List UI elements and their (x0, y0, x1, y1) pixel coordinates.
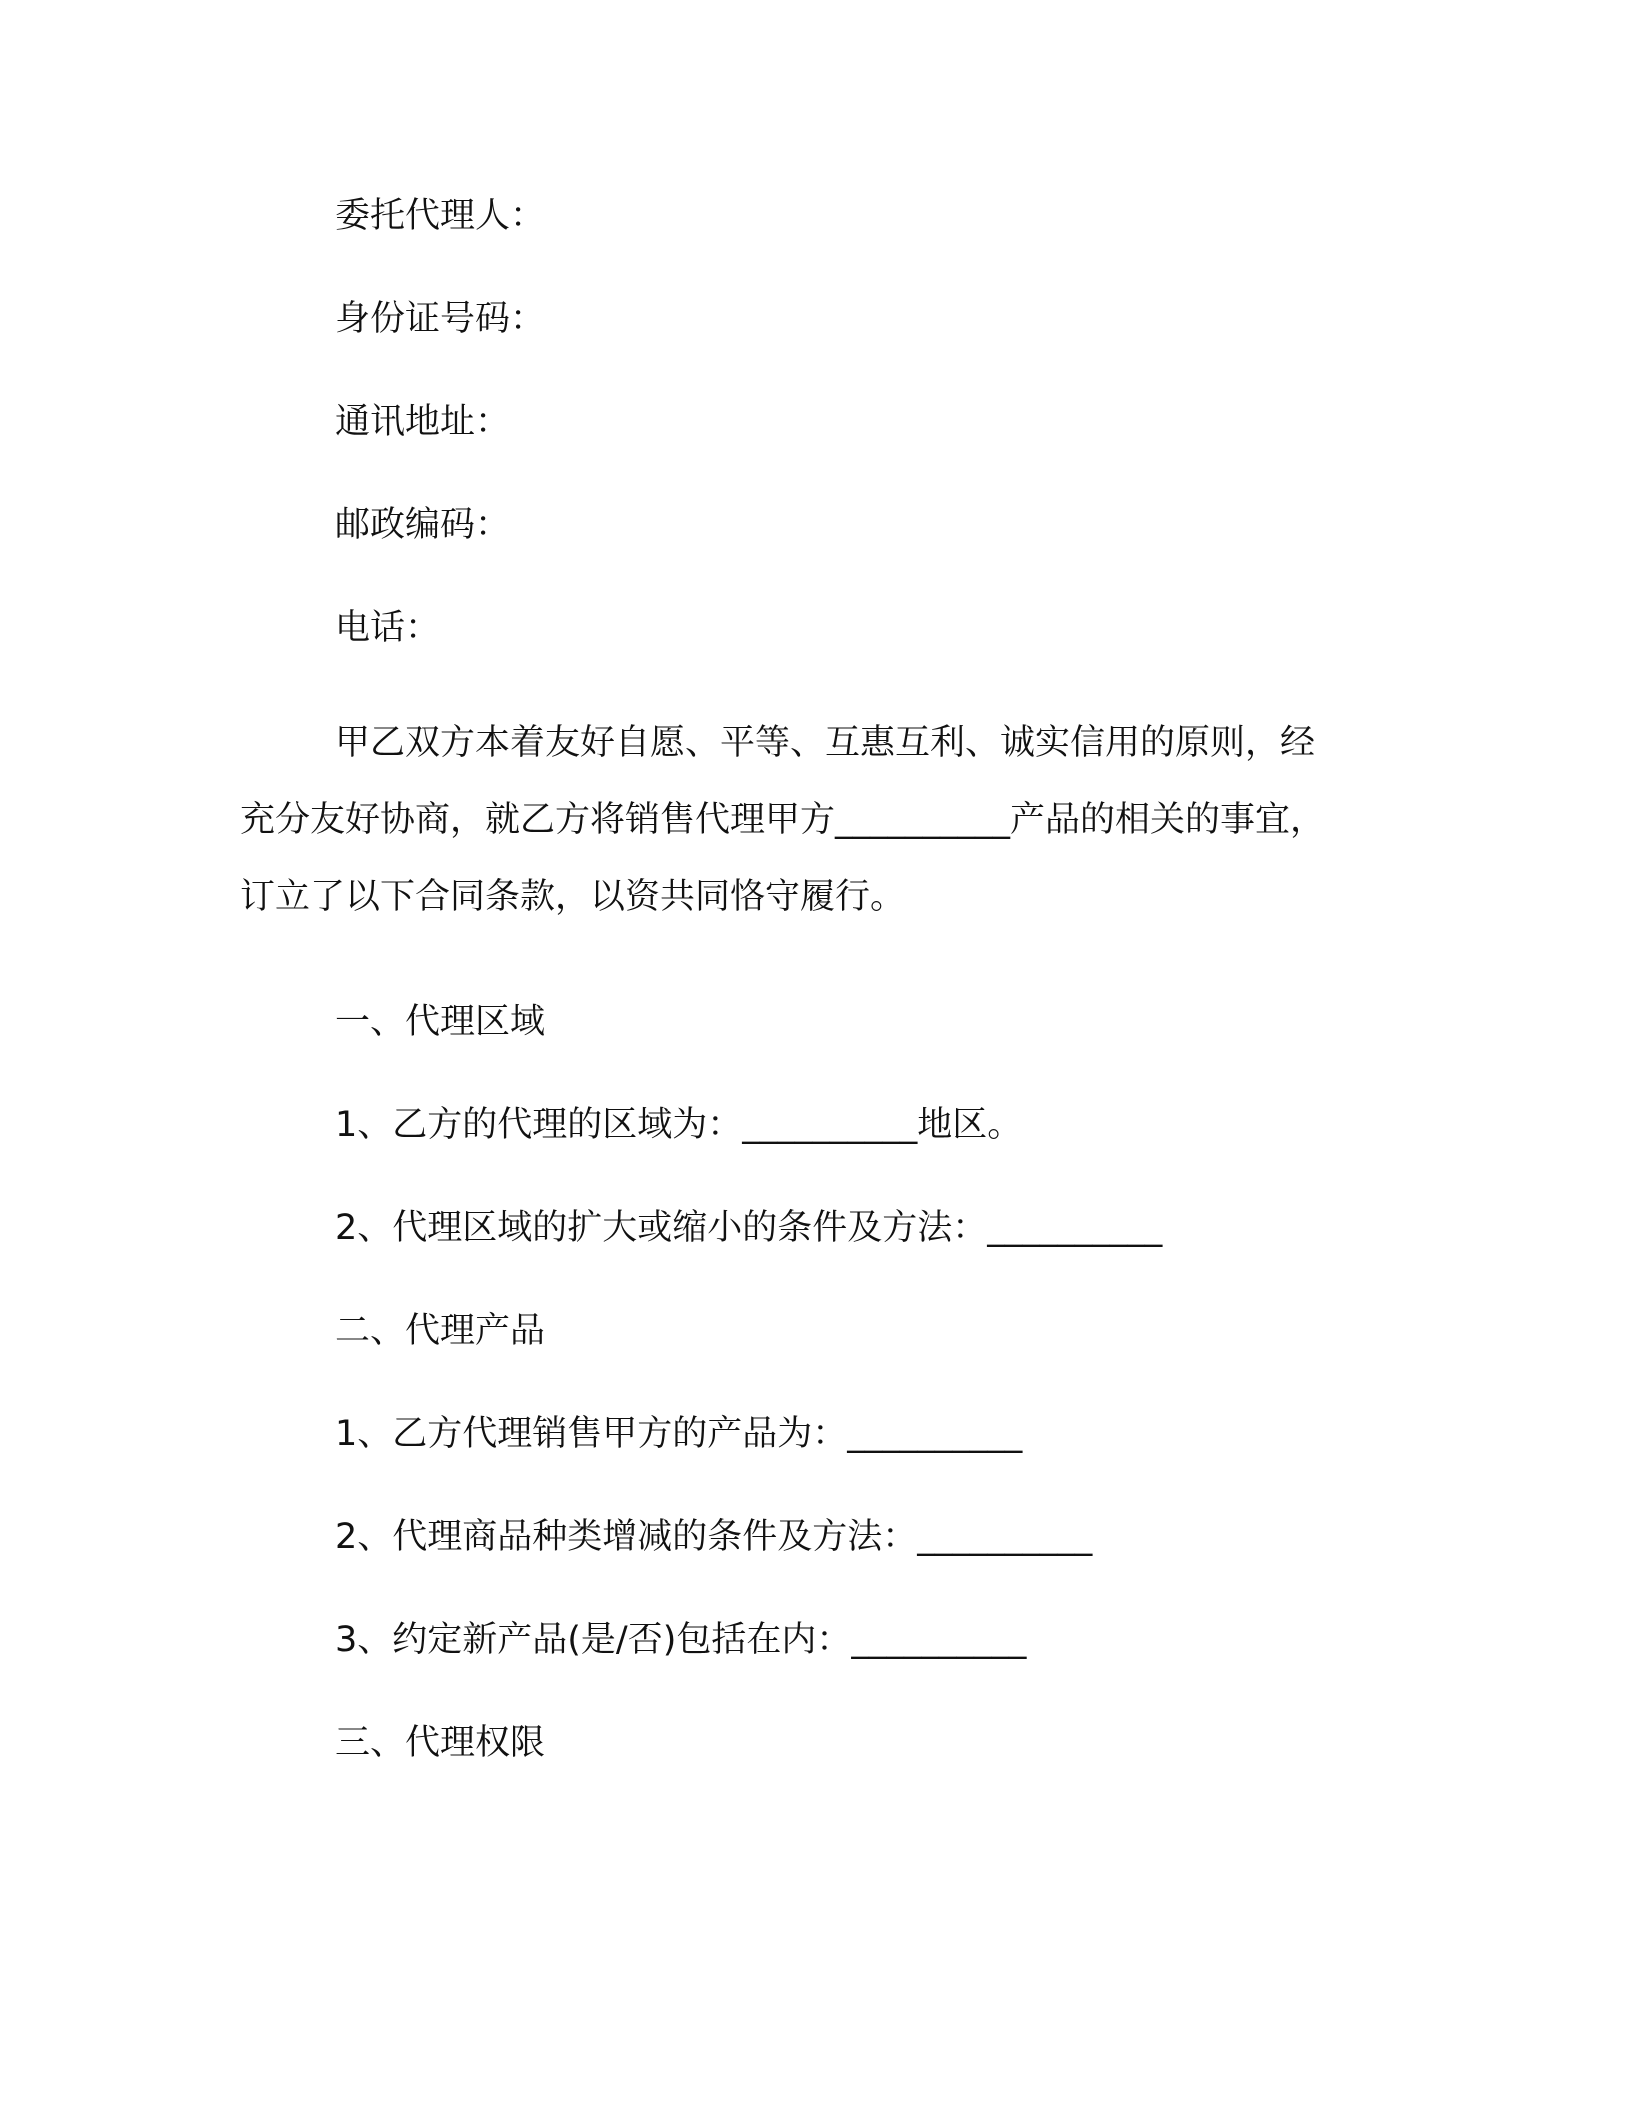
section-one-item-1-text: 1、乙方的代理的区域为：__________地区。 (335, 1105, 1023, 1145)
section-two-title: 二、代理产品 (335, 1311, 546, 1351)
field-id-number (240, 293, 1390, 345)
section-one-item-2-text: 2、代理区域的扩大或缩小的条件及方法：__________ (335, 1208, 1163, 1248)
field-address (240, 396, 1390, 448)
field-agent-label: 委托代理人： (335, 196, 546, 236)
document-body (240, 190, 1390, 1820)
field-agent (240, 190, 1390, 242)
field-phone-label: 电话： (335, 608, 441, 648)
intro-line-3: 订立了以下合同条款，以资共同恪守履行。 (240, 877, 906, 917)
section-two-item-2-text: 2、代理商品种类增减的条件及方法：__________ (335, 1517, 1093, 1557)
section-two-item-1-text: 1、乙方代理销售甲方的产品为：__________ (335, 1414, 1023, 1454)
section-two-item-2 (240, 1511, 1390, 1563)
field-postcode-label: 邮政编码： (335, 505, 511, 545)
section-two-item-3-text: 3、约定新产品(是/否)包括在内：__________ (335, 1620, 1027, 1660)
section-two-item-1 (240, 1408, 1390, 1460)
section-one-item-2 (240, 1202, 1390, 1254)
field-phone (240, 602, 1390, 654)
section-three-heading (240, 1717, 1390, 1769)
section-one-title: 一、代理区域 (335, 1002, 546, 1042)
field-postcode (240, 499, 1390, 551)
section-one-item-1 (240, 1099, 1390, 1151)
section-two-item-3 (240, 1614, 1390, 1666)
section-three-title: 三、代理权限 (335, 1723, 546, 1763)
section-two-heading (240, 1305, 1390, 1357)
field-id-number-label: 身份证号码： (335, 299, 546, 339)
intro-line-1: 甲乙双方本着友好自愿、平等、互惠互利、诚实信用的原则，经 (335, 723, 1316, 763)
section-one-heading (240, 996, 1390, 1048)
intro-line-2: 充分友好协商，就乙方将销售代理甲方__________产品的相关的事宜， (240, 800, 1326, 840)
field-address-label: 通讯地址： (335, 402, 511, 442)
intro-paragraph (240, 705, 1390, 936)
